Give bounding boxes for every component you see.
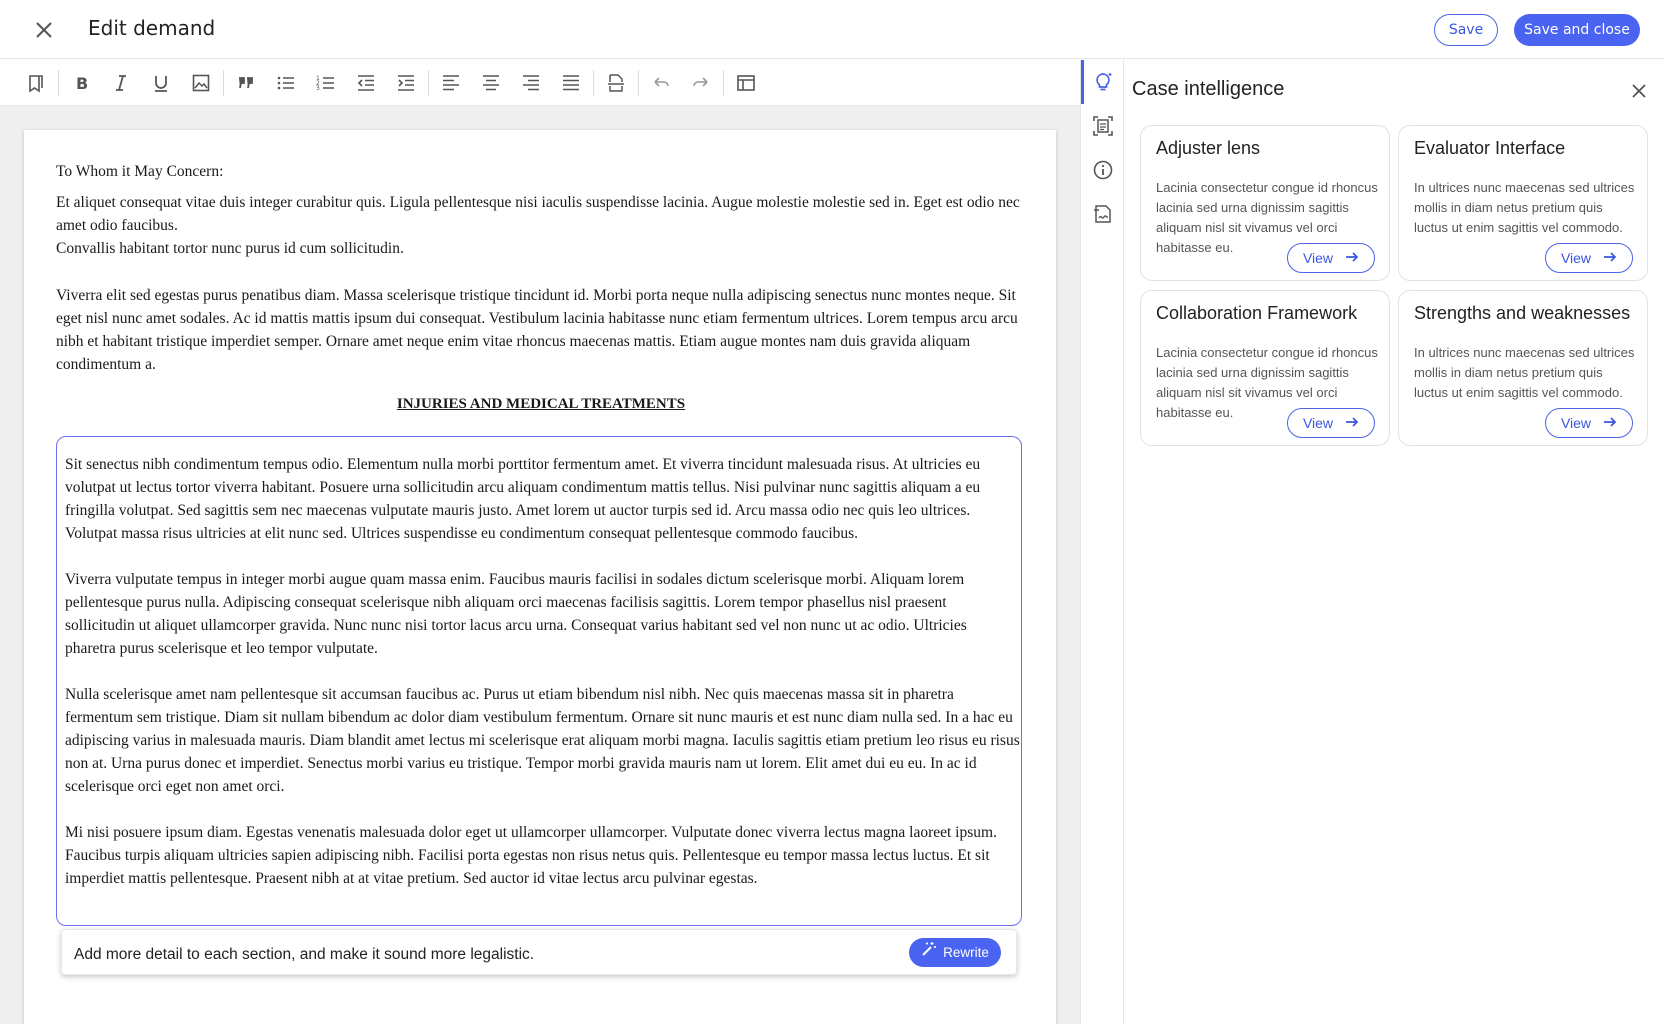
arrow-right-icon (1603, 415, 1617, 432)
insight-card (1140, 125, 1390, 281)
svg-text:2: 2 (316, 79, 320, 87)
view-button[interactable] (1545, 243, 1633, 273)
card-title: Evaluator Interface (1414, 138, 1566, 158)
case-intelligence-panel (1124, 60, 1664, 1024)
align-right-icon[interactable] (511, 66, 551, 100)
paragraph (56, 191, 1026, 260)
section-heading: INJURIES AND MEDICAL TREATMENTS (396, 396, 686, 412)
selected-paragraphs (65, 453, 1020, 913)
align-center-icon[interactable] (471, 66, 511, 100)
align-left-icon[interactable] (431, 66, 471, 100)
app-header (0, 0, 1664, 59)
insight-card (1140, 290, 1390, 446)
numbered-list-icon[interactable] (306, 66, 346, 100)
svg-text:B: B (76, 73, 89, 93)
italic-icon[interactable] (101, 66, 141, 100)
paragraph: Mi nisi posuere ipsum diam. Egestas venenatis malesuada dolor eget ut ullamcorper ullamcorper. Vulputate donec viverra lectus magna laoreet ipsum. Faucibus turpis aliquam ultricies sapien adipiscing nibh. Facilisi porta egestas non risus netus quis. Pellentesque eu tempor massa lectus luctus. Et sit imperdiet mattis pellentesque. Praesent nibh at at vitae pretium. Sed auctor id vitae lectus arcu pulvinar egestas. (65, 824, 997, 887)
card-description: Lacinia consectetur congue id rhoncus lacinia sed urna dignissim sagittis aliquam nisl sit vivamus vel orci habitasse eu. (1156, 345, 1378, 420)
editor-toolbar (0, 60, 1080, 106)
lightbulb-sparkle-icon[interactable] (1081, 60, 1124, 104)
table-icon[interactable] (726, 66, 766, 100)
view-label: View (1560, 250, 1592, 266)
salutation-text: To Whom it May Concern: (56, 163, 224, 180)
insight-card (1398, 125, 1648, 281)
rewrite-prompt-bar (61, 929, 1017, 975)
document-page[interactable] (24, 130, 1056, 1024)
paragraph: Sit senectus nibh condimentum tempus odio. Elementum nulla morbi porttitor fermentum amet. Et viverra tincidunt malesuada risus. At ultricies eu volutpat ut lectus tortor viverra habitant. Posuere urna sollicitudin arcu aliquam condimentum mattis tellus. Nisi pulvinar nunc sagittis aliquam a eu fringilla volutpat. Sed sagittis sem nec maecenas vulputate mauris justo. Amet lorem ut auctor turpis sed id. Arcu massa odio nec quis leo ultrices. Volutpat massa risus ultricies at elit nunc sed. Ultrices suspendisse eu condimentum consequat pellentesque commodo faucibus. (65, 456, 981, 542)
paragraph-text: Et aliquet consequat vitae duis integer curabitur quis. Ligula pellentesque nisi iaculis suspendisse lacinia. Augue molestie molestie sed in. Eget est odio nec amet odio faucibus. (56, 194, 1020, 234)
paragraph: Viverra elit sed egestas purus penatibus diam. Massa scelerisque tristique tincidunt id. Morbi porta neque nulla adipiscing senectus nunc montes neque. Sit eget nisl nunc amet sodales. Ac id mattis mattis ipsum dui consequat. Vestibulum lacinia habitasse nunc etiam fermentum ultrices. Lorem tempus arcu arcu nibh et habitant tristique imperdiet semper. Ornare amet neque enim vitae rhoncus maecenas mattis. Etiam augue montes nam duis gravida aliquam condimentum a. (56, 287, 1018, 373)
toolbar-divider (593, 70, 594, 96)
view-label: View (1302, 250, 1334, 266)
quote-icon[interactable] (226, 66, 266, 100)
justify-icon[interactable] (551, 66, 591, 100)
editor-canvas (0, 106, 1080, 1024)
view-button[interactable] (1287, 243, 1375, 273)
bold-icon[interactable] (61, 66, 101, 100)
save-and-close-button[interactable]: Save and close (1514, 14, 1640, 46)
underline-icon[interactable] (141, 66, 181, 100)
card-description: In ultrices nunc maecenas sed ultrices mollis in diam netus pretium quis luctus ut enim sagittis vel commodo. (1414, 180, 1635, 235)
view-label: View (1560, 415, 1592, 431)
svg-text:3: 3 (316, 84, 320, 92)
panel-title: Case intelligence (1132, 78, 1285, 100)
arrow-right-icon (1603, 250, 1617, 267)
close-icon[interactable] (1624, 76, 1654, 106)
card-title: Adjuster lens (1156, 138, 1261, 158)
redo-icon[interactable] (681, 66, 721, 100)
card-title: Collaboration Framework (1156, 303, 1358, 323)
svg-text:1: 1 (316, 74, 320, 82)
selected-text-region[interactable] (56, 436, 1022, 926)
toolbar-divider (223, 70, 224, 96)
signature-icon[interactable] (1081, 192, 1124, 236)
bookmark-icon[interactable] (16, 66, 56, 100)
side-icon-rail (1080, 60, 1124, 1024)
undo-icon[interactable] (641, 66, 681, 100)
rewrite-prompt-input[interactable]: Add more detail to each section, and make it sound more legalistic. (74, 946, 535, 963)
magic-wand-icon (921, 941, 937, 964)
card-description: In ultrices nunc maecenas sed ultrices mollis in diam netus pretium quis luctus ut enim sagittis vel commodo. (1414, 345, 1635, 400)
close-icon[interactable] (30, 16, 58, 44)
bullet-list-icon[interactable] (266, 66, 306, 100)
card-title: Strengths and weaknesses (1414, 303, 1631, 323)
rewrite-button[interactable] (909, 938, 1001, 967)
outdent-icon[interactable] (346, 66, 386, 100)
paragraph: Viverra vulputate tempus in integer morbi augue quam massa enim. Faucibus mauris facilisi in sodales dictum scelerisque morbi. Aliquam lorem pellentesque purus nulla. Adipiscing consequat scelerisque nibh aliquam orci maecenas facilisis sagittis. Lorem tempor phasellus nisl praesent sollicitudin ut aliquet ullamcorper gravida. Nunc nunc nisi tortor lacus arcu urna. Consequat varius habitant sed vel non nunc ut ac odio. Ultricies pharetra purus scelerisque et leo tempor vulputate. (65, 571, 967, 657)
rewrite-label: Rewrite (943, 945, 989, 960)
info-icon[interactable] (1081, 148, 1124, 192)
paragraph-text: Convallis habitant tortor nunc purus id cum sollicitudin. (56, 240, 404, 257)
page-break-icon[interactable] (596, 66, 636, 100)
indent-icon[interactable] (386, 66, 426, 100)
arrow-right-icon (1345, 415, 1359, 432)
insight-card (1398, 290, 1648, 446)
view-button[interactable] (1545, 408, 1633, 438)
toolbar-divider (58, 70, 59, 96)
card-description: Lacinia consectetur congue id rhoncus lacinia sed urna dignissim sagittis aliquam nisl sit vivamus vel orci habitasse eu. (1156, 180, 1378, 255)
arrow-right-icon (1345, 250, 1359, 267)
image-icon[interactable] (181, 66, 221, 100)
toolbar-divider (638, 70, 639, 96)
view-label: View (1302, 415, 1334, 431)
view-button[interactable] (1287, 408, 1375, 438)
document-scan-icon[interactable] (1081, 104, 1124, 148)
toolbar-divider (723, 70, 724, 96)
paragraph: Nulla scelerisque amet nam pellentesque sit accumsan faucibus ac. Purus ut etiam bibendum nisl nibh. Nec quis maecenas massa sit in pharetra fermentum sem tristique. Diam sit nullam bibendum ac dolor diam vestibulum fermentum. Ornare sit nunc mauris et est nunc diam nulla sed. In a hac eu adipiscing varius in malesuada mauris. Diam blandit amet lectus mi scelerisque erat aliquam morbi magna. Iaculis sagittis etiam pretium leo risus eu risus non at. Urna purus donec et imperdiet. Senectus morbi varius eu tristique. Tempor morbi gravida mauris nam ut lorem. Elit amet dui eu eu. In ac id scelerisque orci eget non amet orci. (65, 686, 1020, 795)
page-title: Edit demand (88, 16, 216, 40)
save-button[interactable]: Save (1434, 14, 1498, 46)
toolbar-divider (428, 70, 429, 96)
